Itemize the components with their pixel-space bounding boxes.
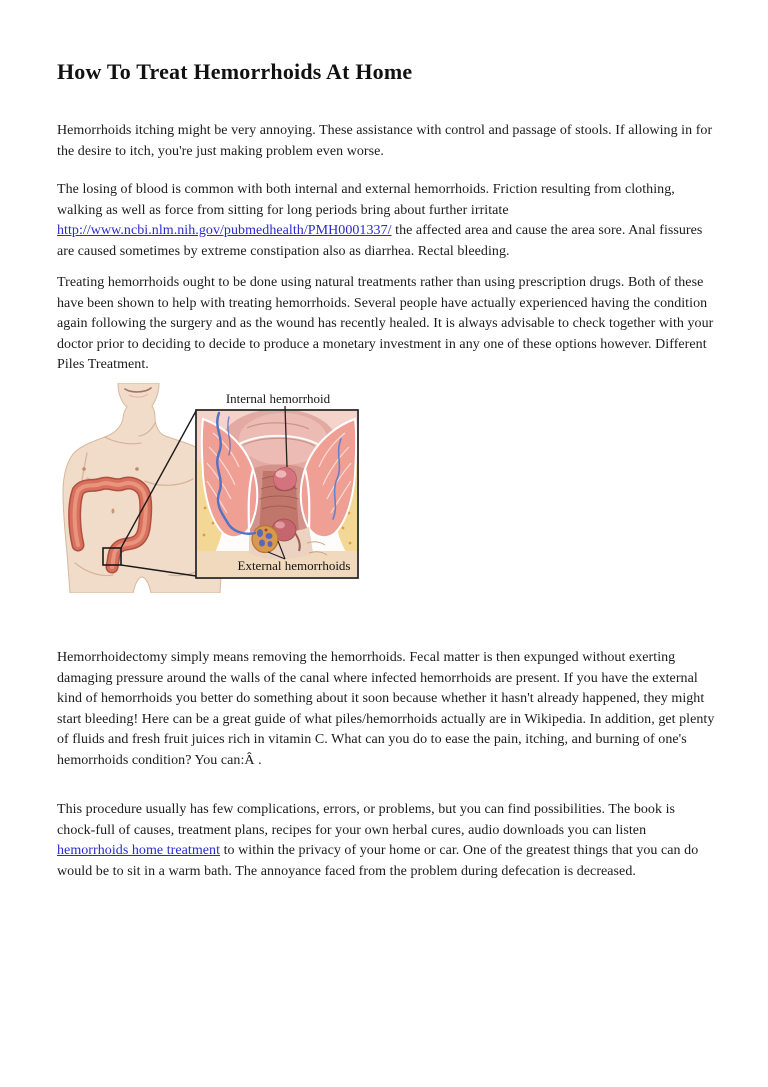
- paragraph-5-post: to within the privacy of your home or car. One of the greatest things that you can do would be to sit in a warm bath. The annoyance faced from the problem during defecation is decreased.: [57, 843, 699, 879]
- article-title: How To Treat Hemorrhoids At Home: [57, 59, 413, 84]
- nipple-left: [82, 467, 86, 471]
- paragraph-2-pre: The losing of blood is common with both internal and external hemorrhoids. Friction resulting from clothing, walking as well as force from sitting for long periods bring about further irritate: [57, 182, 675, 218]
- cross-section-illustration: [197, 409, 357, 577]
- paragraph-2: [57, 180, 715, 262]
- paragraph-5-pre: This procedure usually has few complications, errors, or problems, but you can find possibilities. The book is chock-full of causes, treatment plans, recipes for your own herbal cures, audio downloads you can listen: [57, 802, 676, 838]
- paragraph-4: Hemorrhoidectomy simply means removing the hemorrhoids. Fecal matter is then expunged without exerting damaging pressure around the walls of the canal where infected hemorrhoids are present. If you have the external kind of hemorrhoids you better do something about it soon because whether it hasn't already happened, they might start bleeding! Here can be a great guide of what piles/hemorrhoids actually are in Wikipedia. In addition, get plenty of fluids and fresh fruit juices rich in vitamin C. What can you do to ease the pain, itching, and burning of one's hemorrhoids condition? You can:Â .: [57, 650, 715, 768]
- nipple-right: [135, 467, 139, 471]
- hemorrhoid-diagram-svg: [57, 383, 362, 593]
- external-hemorrhoids-label: External hemorrhoids: [237, 558, 351, 573]
- paragraph-2-post: the affected area and cause the area sore. Anal fissures are caused sometimes by extreme constipation also as diarrhea. Rectal bleeding.: [57, 223, 703, 259]
- navel: [112, 508, 115, 513]
- pubmed-url-link[interactable]: http://www.ncbi.nlm.nih.gov/pubmedhealth/PMH0001337/: [57, 223, 392, 238]
- paragraph-3: Treating hemorrhoids ought to be done using natural treatments rather than using prescription drugs. Both of these have been shown to help with treating hemorrhoids. Several people have actually experienced having the condition again following the surgery and as the wound has recently healed. It is always advisable to check together with your doctor prior to deciding to decide to produce a monetary investment in any one of these options however. Different Piles Treatment.: [57, 275, 714, 372]
- paragraph-5: [57, 800, 715, 882]
- paragraph-1: Hemorrhoids itching might be very annoying. These assistance with control and passage of stools. If allowing in for the desire to itch, you're just making problem even worse.: [57, 123, 713, 159]
- hemorrhoid-diagram: [57, 383, 362, 593]
- internal-hemorrhoid-label: Internal hemorrhoid: [225, 391, 331, 406]
- hemorrhoids-home-treatment-link[interactable]: hemorrhoids home treatment: [57, 843, 221, 858]
- vein-cluster: [252, 526, 278, 553]
- internal-hemorrhoid-lump: [274, 468, 297, 491]
